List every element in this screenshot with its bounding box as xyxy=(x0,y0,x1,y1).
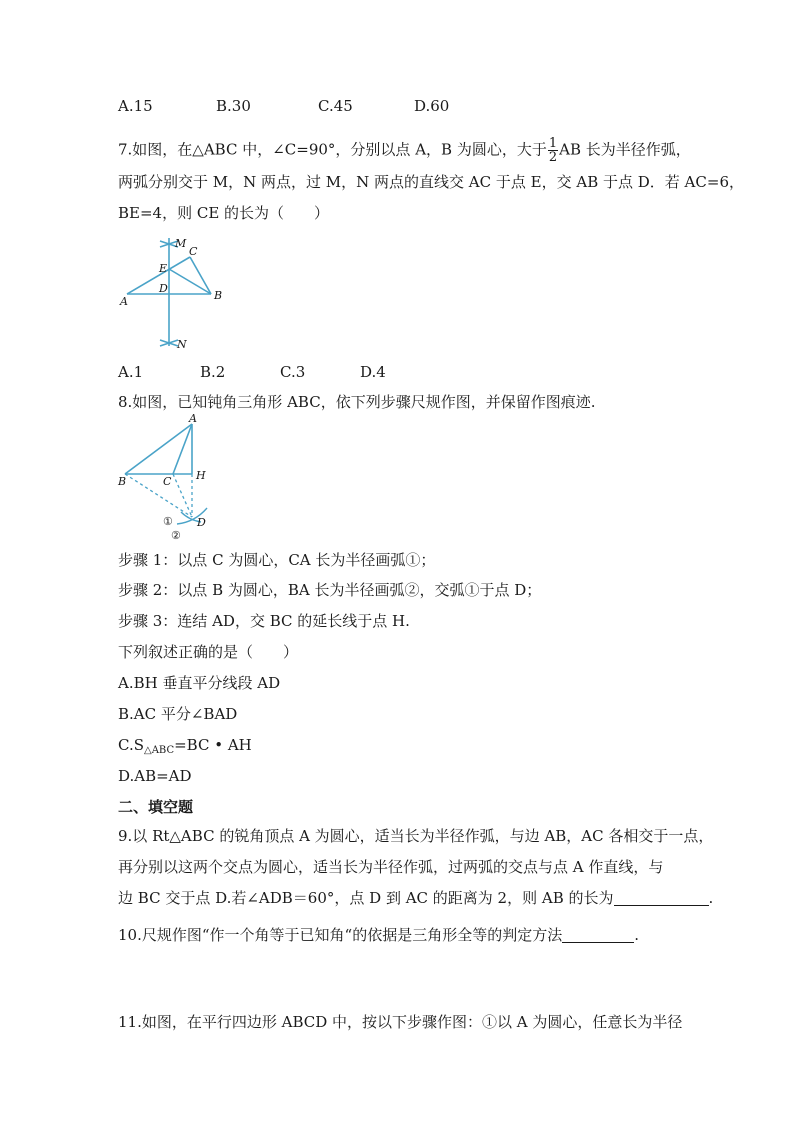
q7-line-1 xyxy=(118,137,691,164)
q7-label-d: D xyxy=(159,282,168,295)
q9-line-2: 再分别以这两个交点为圆心，适当长为半径作弧，过两弧的交点与点 A 作直线，与 xyxy=(118,858,664,876)
q6-option-b: B.30 xyxy=(216,97,251,115)
q7-option-c: C.3 xyxy=(280,363,306,381)
q8-label-h: H xyxy=(196,469,206,482)
q8-label-b: B xyxy=(118,475,127,488)
q8-option-d: D.AB=AD xyxy=(118,767,192,785)
q10-answer-blank[interactable] xyxy=(562,926,634,943)
q6-option-d: D.60 xyxy=(414,97,450,115)
q8-step-3: 步骤 3：连结 AD，交 BC 的延长线于点 H. xyxy=(118,612,410,630)
q11-line-1: 11.如图，在平行四边形 ABCD 中，按以下步骤作图：①以 A 为圆心，任意长为半径 xyxy=(118,1013,683,1031)
q7-fraction: $\frac{1}{2}$ xyxy=(548,136,558,165)
q7-text-pre: 7.如图，在△ABC 中，∠C=90°，分别以点 A，B 为圆心，大于 xyxy=(118,140,547,159)
q10-line xyxy=(118,925,639,945)
q7-option-d: D.4 xyxy=(360,363,386,381)
q7-label-c: C xyxy=(189,245,198,258)
q8-label-d: D xyxy=(197,516,206,529)
q8-label-arc-1: ① xyxy=(163,515,173,528)
q7-line-3: BE=4，则 CE 的长为（ ） xyxy=(118,204,330,222)
q8-label-c: C xyxy=(163,475,172,488)
q7-label-m: M xyxy=(175,237,187,250)
q7-option-a: A.1 xyxy=(118,363,144,381)
q7-label-e: E xyxy=(159,262,168,275)
q8-option-c-pre: C.S xyxy=(118,736,144,754)
q8-option-a: A.BH 垂直平分线段 AD xyxy=(118,674,281,692)
q9-line-3-end: . xyxy=(708,889,714,907)
q6-option-c: C.45 xyxy=(318,97,353,115)
q7-figure xyxy=(115,232,230,354)
q8-step-1: 步骤 1：以点 C 为圆心，CA 长为半径画弧①； xyxy=(118,551,436,569)
q6-option-a: A.15 xyxy=(118,97,153,115)
q8-option-c xyxy=(118,735,252,761)
q8-stem: 8.如图，已知钝角三角形 ABC，依下列步骤尺规作图，并保留作图痕迹. xyxy=(118,393,596,411)
q9-line-3-text: 边 BC 交于点 D.若∠ADB＝60°，点 D 到 AC 的距离为 2，则 AB 的长为 xyxy=(118,889,614,907)
q7-label-b: B xyxy=(214,289,223,302)
q8-option-b: B.AC 平分∠BAD xyxy=(118,705,238,723)
q8-option-c-subscript: △ABC xyxy=(144,745,175,756)
q8-label-arc-2: ② xyxy=(171,529,181,542)
q7-label-a: A xyxy=(120,295,128,308)
q7-line-2: 两弧分别交于 M，N 两点，过 M，N 两点的直线交 AC 于点 E，交 AB 于点 D．若 AC=6， xyxy=(118,173,744,191)
q8-label-a: A xyxy=(189,412,197,425)
q8-option-c-post: =BC • AH xyxy=(174,736,252,754)
q8-step-2: 步骤 2：以点 B 为圆心，BA 长为半径画弧②，交弧①于点 D； xyxy=(118,581,542,599)
q8-segment-bd xyxy=(125,474,192,517)
q7-label-n: N xyxy=(177,338,187,351)
q10-end: . xyxy=(634,926,639,944)
q8-figure xyxy=(115,412,225,542)
q10-text: 10.尺规作图“作一个角等于已知角“的依据是三角形全等的判定方法 xyxy=(118,926,563,944)
q9-answer-blank[interactable] xyxy=(614,889,709,906)
section-heading: 二、填空题 xyxy=(118,798,194,816)
q9-line-1: 9.以 Rt△ABC 的锐角顶点 A 为圆心，适当长为半径作弧，与边 AB，AC 各相交于一点， xyxy=(118,827,714,845)
q7-option-b: B.2 xyxy=(200,363,226,381)
q9-line-3 xyxy=(118,888,713,908)
q8-question: 下列叙述正确的是（ ） xyxy=(118,643,299,661)
q7-text-post: AB 长为半径作弧， xyxy=(559,140,691,159)
